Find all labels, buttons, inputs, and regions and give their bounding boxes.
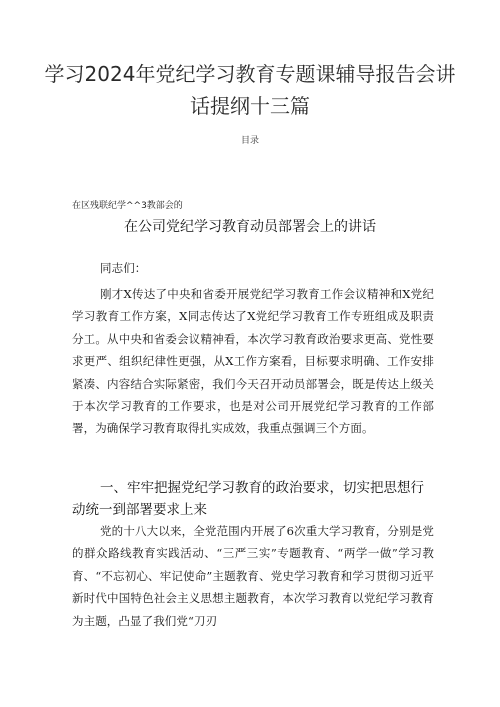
greeting: 同志们：	[100, 261, 147, 275]
speech-title: 在公司党纪学习教育动员部署会上的讲话	[124, 219, 376, 235]
section-1-heading: 一、牢牢把握党纪学习教育的政治要求，切实把思想行动统一到部署要求上来	[72, 480, 424, 518]
document-title: 学习2024年党纪学习教育专题课辅导报告会讲话提纲十三篇	[44, 62, 456, 118]
toc-label: 目录	[240, 136, 259, 146]
paragraph-2: 党的十八大以来，全党范围内开展了6次重大学习教育，分别是党的群众路线教育实践活动、“三严三实”专题教育、“两学一做”学习教育、“不忘初心、牢记使命”主题教育、党史学习教育和学习贯彻习近平新时代中国特色社会主义思想主题教育，本次学习教育以党纪学习教育为主题，凸显了我们党“刀刃	[72, 524, 434, 628]
source-line: 在区残联纪学^^3教部会的	[72, 201, 183, 211]
paragraph-1: 刚才X传达了中央和省委开展党纪学习教育工作会议精神和X党纪学习教育工作方案，X同志传达了X党纪学习教育工作专班组成及职责分工。从中央和省委会议精神看，本次学习教育政治要求更高、党性要求更严、组织纪律性更强，从X工作方案看，目标要求明确、工作安排紧凑、内容结合实际紧密，我们今天召开动员部署会，既是传达上级关于本次学习教育的工作要求，也是对公司开展党纪学习教育的工作部署，为确保学习教育取得扎实成效，我重点强调三个方面。	[72, 287, 434, 436]
